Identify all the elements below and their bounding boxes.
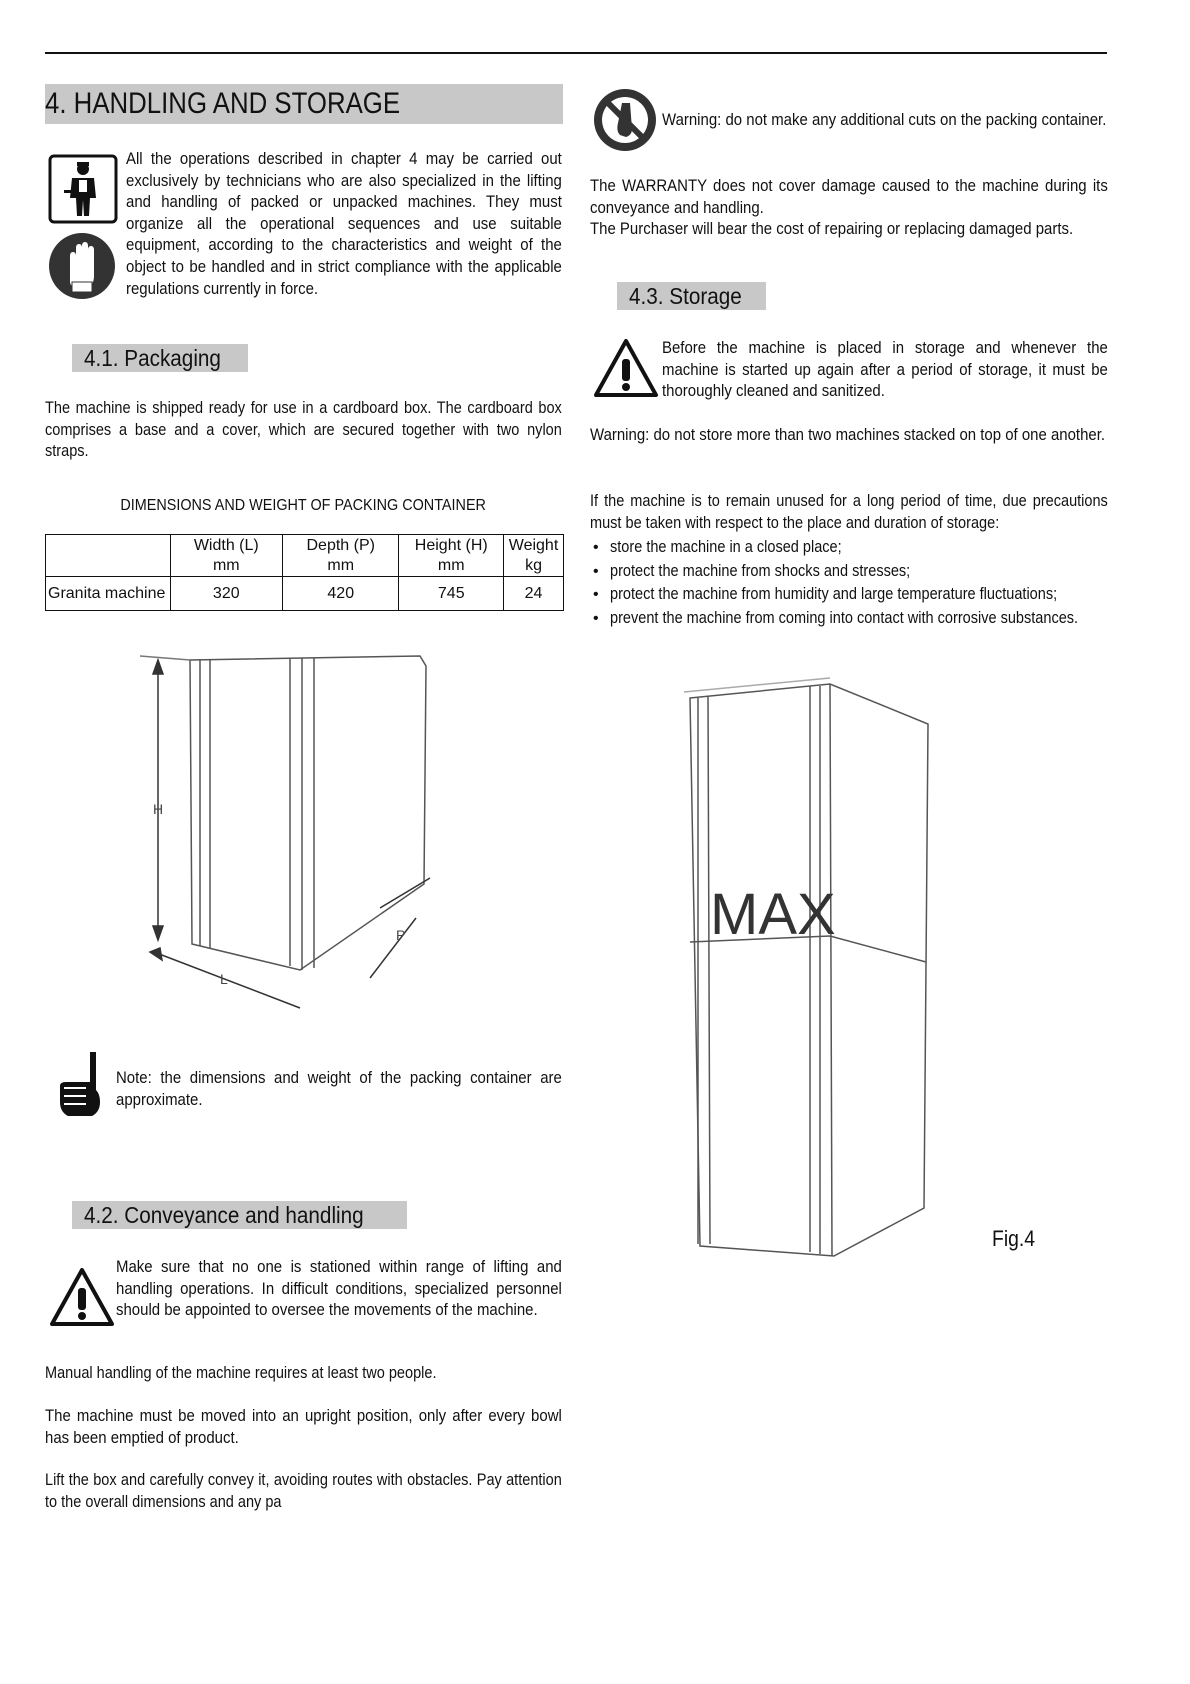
table-cell-height: 745 (399, 577, 504, 611)
cut-warning-text: Warning: do not make any additional cuts on the packing container. (662, 110, 1107, 129)
table-header-row (46, 535, 564, 577)
packaging-text: The machine is shipped ready for use in a cardboard box. The cardboard box comprises a base and a cover, which are secured together with two nylon straps. (45, 399, 562, 460)
stacked-machines-figure (680, 672, 940, 1272)
section-title-storage: 4.3. Storage (617, 282, 766, 310)
warning-triangle-icon (592, 337, 660, 399)
stack-warning-text: Warning: do not store more than two machines stacked on top of one another. (590, 425, 1106, 444)
table-caption: DIMENSIONS AND WEIGHT OF PACKING CONTAINER (120, 497, 487, 514)
no-cutting-icon (592, 87, 658, 153)
table-cell-weight: 24 (504, 577, 564, 611)
table-header-height: Height (H) mm (399, 535, 504, 577)
intro-text: All the operations described in chapter 4 may be carried out exclusively by technicians who are also specialized in the lifting and handling of packed or unpacked machines. They must organize all the operational sequences and use suitable equipment, according to the characteristics and weight of the object to be handled and in strict compliance with the applicable regulations currently in force. (126, 149, 562, 298)
table-header-weight: Weight kg (504, 535, 564, 577)
table-row (46, 577, 564, 611)
section-title-conveyance: 4.2. Conveyance and handling (72, 1201, 407, 1229)
conveyance-warning-text: Make sure that no one is stationed within range of lifting and handling operations. In difficult conditions, specialized personnel should be appointed to oversee the movements of the machine. (116, 1257, 562, 1319)
table-row-label: Granita machine (46, 577, 171, 611)
max-label: MAX (710, 882, 836, 947)
table-header-depth: Depth (P) mm (283, 535, 399, 577)
conveyance-p2: The machine must be moved into an upright position, only after every bowl has been emptied of product. (45, 1406, 562, 1447)
table-header-empty (46, 535, 171, 577)
table-cell-width: 320 (170, 577, 282, 611)
section-title-packaging: 4.1. Packaging (72, 344, 248, 372)
list-item: • prevent the machine from coming into contact with corrosive substances. (590, 607, 1150, 631)
diagram-label-height: H (152, 801, 164, 817)
protective-gloves-icon (48, 232, 116, 300)
warranty-text: The WARRANTY does not cover damage caused to the machine during its conveyance and handling. (590, 176, 1108, 217)
warning-triangle-icon (48, 1266, 116, 1328)
storage-warning-text: Before the machine is placed in storage and whenever the machine is started up again after a period of storage, it must be thoroughly cleaned and sanitized. (662, 338, 1108, 400)
page-title: 4. HANDLING AND STORAGE (45, 84, 563, 124)
list-item: • protect the machine from humidity and large temperature fluctuations; (590, 583, 1150, 607)
conveyance-p3: Lift the box and carefully convey it, avoiding routes with obstacles. Pay attention to the overall dimensions and any pa (45, 1471, 562, 1511)
table-cell-depth: 420 (283, 577, 399, 611)
figure-caption: Fig.4 (992, 1226, 1036, 1251)
storage-bullet-list (590, 536, 1150, 630)
dimensions-table (45, 534, 564, 611)
conveyance-p1: Manual handling of the machine requires at least two people. (45, 1364, 437, 1382)
list-item: • protect the machine from shocks and stresses; (590, 560, 1150, 584)
diagram-label-width: L (220, 971, 228, 987)
packing-box-diagram (140, 648, 440, 1018)
note-text: Note: the dimensions and weight of the packing container are approximate. (116, 1068, 562, 1109)
pointing-hand-icon (56, 1050, 106, 1118)
purchaser-text: The Purchaser will bear the cost of repairing or replacing damaged parts. (590, 219, 1074, 238)
technician-icon (48, 154, 118, 224)
list-item: • store the machine in a closed place; (590, 536, 1150, 560)
header-rule (45, 52, 1107, 54)
table-header-width: Width (L) mm (170, 535, 282, 577)
diagram-label-depth: P (396, 927, 406, 943)
storage-intro-text: If the machine is to remain unused for a long period of time, due precautions must be taken with respect to the place and duration of storage: (590, 492, 1108, 532)
